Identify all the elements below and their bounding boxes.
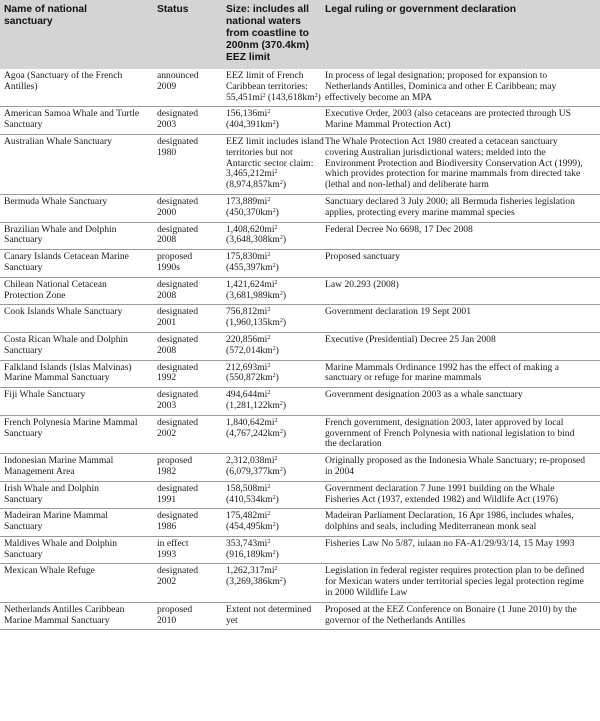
cell-status	[153, 69, 222, 107]
cell-size	[222, 305, 321, 333]
cell-legal	[321, 222, 600, 250]
cell-text-line: $(550,872km^2)$	[226, 372, 279, 384]
cell-text-line: which provides protection for marine mammals from directed take	[325, 168, 581, 180]
table-row	[0, 277, 600, 305]
cell-name	[0, 454, 153, 482]
cell-text-line: 200nm (370.4km)	[226, 40, 309, 51]
cell-text-line: Brazilian Whale and Dolphin	[4, 223, 117, 235]
cell-text-line: $(8,974,857km^2)$	[226, 179, 287, 191]
table-row	[0, 415, 600, 453]
cell-text-line: territories but not	[226, 146, 293, 158]
cell-text-line: Caribbean territories:	[226, 80, 308, 92]
cell-legal	[321, 277, 600, 305]
cell-text-line: Status	[157, 4, 189, 15]
cell-text-line: Management Area	[4, 465, 75, 477]
cell-status	[153, 134, 222, 194]
cell-text-line: Fisheries Act (1937, extended 1982) and Wildlife Act (1976)	[325, 493, 559, 505]
cell-text-line: $(450,370km^2)$	[226, 206, 279, 218]
cell-text-line: for Mexican waters under territorial species legal protection regime	[325, 576, 584, 588]
cell-legal	[321, 509, 600, 537]
cell-text-line: $(572,014km^2)$	[226, 344, 279, 356]
cell-text-line: designated	[157, 108, 199, 120]
cell-text-line: Sanctuary	[4, 119, 43, 131]
cell-text-line: Government declaration 7 June 1991 building on the Whale	[325, 482, 555, 494]
cell-text-line: EEZ limit includes island	[226, 135, 324, 147]
cell-text-line: $156,136mi^2$	[226, 108, 271, 120]
cell-legal	[321, 388, 600, 416]
cell-text-line: 1986	[157, 521, 177, 533]
cell-text-line: Fisheries Law No 5/87, iulaan no FA-A1/29/93/14, 15 May 1993	[325, 537, 575, 549]
cell-status	[153, 454, 222, 482]
cell-text-line: $55,451mi^2$ $(143,618km^2)$	[226, 91, 321, 103]
cell-text-line: Netherlands Antilles Caribbean	[4, 603, 125, 615]
cell-text-line: 2008	[157, 234, 177, 246]
cell-size	[222, 222, 321, 250]
cell-text-line: In process of legal designation; proposed for expansion to	[325, 70, 548, 81]
cell-name	[0, 602, 153, 630]
cell-text-line: Canary Islands Cetacean Marine	[4, 251, 129, 263]
cell-text-line: Size: includes all	[226, 4, 309, 15]
cell-text-line: Proposed sanctuary	[325, 251, 400, 263]
cell-legal	[321, 454, 600, 482]
cell-legal	[321, 305, 600, 333]
cell-text-line: 2003	[157, 399, 177, 411]
cell-text-line: designated	[157, 223, 199, 235]
cell-text-line: $175,482mi^2$	[226, 510, 271, 522]
cell-text-line: designated	[157, 333, 199, 345]
cell-legal	[321, 194, 600, 222]
cell-size	[222, 602, 321, 630]
cell-size	[222, 134, 324, 194]
cell-text-line: Madeiran Parliament Declaration, 16 Apr 1986, includes whales,	[325, 510, 574, 522]
cell-text-line: Fiji Whale Sanctuary	[4, 389, 86, 401]
cell-name	[0, 194, 153, 222]
cell-text-line: $(1,281,122km^2)$	[226, 399, 287, 411]
cell-text-line: $(3,681,989km^2)$	[226, 289, 287, 301]
cell-text-line: proposed	[157, 603, 193, 615]
cell-name	[0, 388, 153, 416]
cell-text-line: French Polynesia Marine Mammal	[4, 416, 138, 428]
cell-text-line: Government designation 2003 as a whale sanctuary	[325, 389, 523, 401]
cell-legal	[321, 481, 600, 509]
cell-name	[0, 107, 153, 135]
cell-text-line: governor of the Netherlands Antilles	[325, 614, 466, 626]
table-row	[0, 194, 600, 222]
cell-text-line: Australian Whale Sanctuary	[4, 135, 112, 147]
cell-size	[222, 250, 321, 278]
cell-size	[222, 107, 321, 135]
cell-text-line: The Whale Protection Act 1980 created a cetacean sanctuary	[325, 135, 558, 147]
cell-text-line: designated	[157, 306, 199, 318]
header-row	[0, 0, 600, 69]
cell-text-line: $1,408,620mi^2$	[226, 223, 278, 235]
cell-text-line: 2008	[157, 344, 177, 356]
cell-text-line: $1,262,317mi^2$	[226, 565, 278, 577]
cell-text-line: 1982	[157, 465, 177, 477]
cell-text-line: Mexican Whale Refuge	[4, 565, 95, 577]
cell-text-line: designated	[157, 389, 199, 401]
cell-text-line: designated	[157, 135, 199, 147]
cell-status	[153, 107, 222, 135]
table-row	[0, 332, 600, 360]
cell-text-line: 2003	[157, 119, 177, 131]
cell-text-line: Costa Rican Whale and Dolphin	[4, 333, 128, 345]
cell-text-line: proposed	[157, 455, 193, 467]
cell-text-line: Federal Decree No 6698, 17 Dec 2008	[325, 223, 473, 235]
cell-name	[0, 222, 153, 250]
cell-name	[0, 134, 153, 194]
table-body	[0, 69, 600, 630]
table-row	[0, 481, 600, 509]
cell-text-line: Sanctuary	[4, 344, 43, 356]
cell-text-line: (lethal and non-lethal) and deliberate harm	[325, 179, 489, 191]
table-row	[0, 305, 600, 333]
cell-text-line: $220,856mi^2$	[226, 333, 271, 345]
cell-text-line: national waters	[226, 16, 301, 27]
cell-text-line: Indonesian Marine Mammal	[4, 455, 114, 467]
cell-status	[153, 332, 222, 360]
cell-text-line: EEZ limit	[226, 52, 271, 63]
cell-text-line: $(455,397km^2)$	[226, 261, 279, 273]
header-status	[153, 0, 222, 69]
cell-text-line: dolphins and seals, including Mediterranean monk seal	[325, 521, 537, 533]
cell-text-line: Irish Whale and Dolphin	[4, 482, 99, 494]
cell-text-line: 2000	[157, 206, 177, 218]
cell-text-line: $173,889mi^2$	[226, 195, 271, 207]
cell-status	[153, 509, 222, 537]
cell-text-line: announced	[157, 70, 199, 81]
cell-status	[153, 194, 222, 222]
table-row	[0, 107, 600, 135]
cell-text-line: 1990s	[157, 261, 180, 273]
cell-text-line: $494,644mi^2$	[226, 389, 271, 401]
cell-name	[0, 509, 153, 537]
cell-text-line: yet	[226, 614, 238, 626]
table-row	[0, 536, 600, 564]
cell-text-line: Cook Islands Whale Sanctuary	[4, 306, 123, 318]
cell-status	[153, 536, 222, 564]
cell-text-line: Marine Mammals Ordinance 1992 has the effect of making a	[325, 361, 559, 373]
cell-text-line: Sanctuary	[4, 521, 43, 533]
cell-text-line: Bermuda Whale Sanctuary	[4, 195, 108, 207]
cell-text-line: $158,508mi^2$	[226, 482, 271, 494]
cell-name	[0, 250, 153, 278]
cell-text-line: designated	[157, 361, 199, 373]
cell-legal	[321, 415, 600, 453]
cell-size	[222, 564, 321, 602]
table-row	[0, 454, 600, 482]
cell-text-line: Extent not determined	[226, 603, 312, 615]
cell-legal	[321, 134, 600, 194]
cell-legal	[321, 250, 600, 278]
table-row	[0, 388, 600, 416]
cell-text-line: $1,421,624mi^2$	[226, 278, 278, 290]
cell-text-line: Marine Mammal Sanctuary	[4, 614, 110, 626]
cell-text-line: designated	[157, 278, 199, 290]
cell-text-line: sanctuary	[4, 16, 53, 27]
cell-text-line: Antilles)	[4, 80, 38, 92]
cell-text-line: Originally proposed as the Indonesia Whale Sanctuary; re-proposed	[325, 455, 586, 467]
cell-text-line: $(454,495km^2)$	[226, 521, 279, 533]
cell-text-line: applies, protecting every marine mammal species	[325, 206, 515, 218]
cell-text-line: $212,693mi^2$	[226, 361, 271, 373]
cell-text-line: Sanctuary	[4, 261, 43, 273]
cell-text-line: Antarctic sector claim:	[226, 157, 314, 169]
cell-legal	[321, 360, 600, 388]
cell-text-line: designated	[157, 195, 199, 207]
table-row	[0, 134, 600, 194]
cell-text-line: $(1,960,135km^2)$	[226, 317, 287, 329]
cell-text-line: $3,465,212mi^2$	[226, 168, 278, 180]
table-header	[0, 0, 600, 69]
cell-name	[0, 415, 153, 453]
cell-text-line: 2010	[157, 614, 177, 626]
header-legal	[321, 0, 600, 69]
cell-text-line: Agoa (Sanctuary of the French	[4, 70, 123, 81]
cell-name	[0, 277, 153, 305]
cell-name	[0, 481, 153, 509]
cell-status	[153, 360, 222, 388]
cell-text-line: $175,830mi^2$	[226, 251, 271, 263]
cell-text-line: Marine Mammal Sanctuary	[4, 372, 110, 384]
cell-text-line: 1992	[157, 372, 177, 384]
table-row	[0, 250, 600, 278]
cell-text-line: designated	[157, 565, 199, 577]
cell-text-line: Chilean National Cetacean	[4, 278, 107, 290]
cell-text-line: 2002	[157, 576, 177, 588]
cell-text-line: $(410,534km^2)$	[226, 493, 279, 505]
cell-text-line: French government, designation 2003, later approved by local	[325, 416, 564, 428]
cell-size	[222, 332, 321, 360]
cell-text-line: government of French Polynesia with national legislation to bind	[325, 427, 575, 439]
cell-name	[0, 536, 153, 564]
table-row	[0, 509, 600, 537]
cell-text-line: Madeiran Marine Mammal	[4, 510, 108, 522]
cell-status	[153, 222, 222, 250]
cell-text-line: in 2004	[325, 465, 355, 477]
cell-name	[0, 332, 153, 360]
cell-size	[222, 388, 321, 416]
cell-legal	[321, 536, 600, 564]
cell-size	[222, 536, 321, 564]
cell-text-line: $(916,189km^2)$	[226, 548, 279, 560]
cell-size	[222, 415, 321, 453]
cell-status	[153, 481, 222, 509]
cell-text-line: Legislation in federal register requires protection plan to be defined	[325, 565, 585, 577]
cell-text-line: 1993	[157, 548, 177, 560]
cell-text-line: effectively become an MPA	[325, 91, 432, 103]
cell-size	[222, 69, 321, 107]
cell-size	[222, 509, 321, 537]
cell-text-line: $(3,648,308km^2)$	[226, 234, 287, 246]
cell-size	[222, 360, 321, 388]
cell-text-line: 1991	[157, 493, 177, 505]
cell-text-line: $(4,767,242km^2)$	[226, 427, 287, 439]
header-size	[222, 0, 321, 69]
cell-status	[153, 415, 222, 453]
cell-text-line: 2009	[157, 80, 177, 92]
cell-text-line: Maldives Whale and Dolphin	[4, 537, 118, 549]
cell-legal	[321, 332, 600, 360]
cell-text-line: 2008	[157, 289, 177, 301]
cell-text-line: Protection Zone	[4, 289, 66, 301]
cell-size	[222, 481, 321, 509]
cell-text-line: $(6,079,377km^2)$	[226, 465, 287, 477]
cell-text-line: Sanctuary declared 3 July 2000; all Bermuda fisheries legislation	[325, 195, 575, 207]
cell-text-line: $(404,391km^2)$	[226, 119, 279, 131]
cell-name	[0, 305, 153, 333]
cell-text-line: Sanctuary	[4, 493, 43, 505]
cell-text-line: Government declaration 19 Sept 2001	[325, 306, 472, 318]
cell-text-line: covering Australian jurisdictional waters; melded into the	[325, 146, 546, 158]
cell-text-line: $2,312,038mi^2$	[226, 455, 278, 467]
cell-legal	[321, 602, 600, 630]
cell-name	[0, 360, 153, 388]
table-row	[0, 222, 600, 250]
cell-text-line: Sanctuary	[4, 427, 43, 439]
cell-text-line: American Samoa Whale and Turtle	[4, 108, 140, 120]
cell-legal	[321, 69, 600, 107]
cell-size	[222, 454, 321, 482]
cell-text-line: Netherlands Antilles, Dominica and other E Caribbean; may	[325, 80, 557, 92]
cell-text-line: $1,840,642mi^2$	[226, 416, 278, 428]
cell-text-line: Legal ruling or government declaration	[325, 4, 517, 15]
cell-status	[153, 602, 222, 630]
cell-legal	[321, 107, 600, 135]
table-row	[0, 69, 600, 107]
cell-text-line: 2001	[157, 317, 177, 329]
cell-text-line: in effect	[157, 537, 189, 549]
cell-text-line: 2002	[157, 427, 177, 439]
cell-text-line: sanctuary or refuge for marine mammals	[325, 372, 482, 384]
cell-text-line: Proposed at the EEZ Conference on Bonaire (1 June 2010) by the	[325, 603, 577, 615]
cell-legal	[321, 564, 600, 602]
table-row	[0, 602, 600, 630]
cell-text-line: from coastline to	[226, 28, 309, 39]
cell-size	[222, 277, 321, 305]
cell-text-line: designated	[157, 482, 199, 494]
cell-text-line: the declaration	[325, 438, 382, 450]
cell-status	[153, 305, 222, 333]
cell-status	[153, 250, 222, 278]
cell-text-line: $353,743mi^2$	[226, 537, 271, 549]
cell-text-line: EEZ limit of French	[226, 70, 304, 81]
table-row	[0, 564, 600, 602]
cell-text-line: designated	[157, 416, 199, 428]
cell-text-line: Law 20.293 (2008)	[325, 278, 399, 290]
cell-name	[0, 564, 153, 602]
cell-text-line: designated	[157, 510, 199, 522]
table-row	[0, 360, 600, 388]
cell-text-line: $756,812mi^2$	[226, 306, 271, 318]
cell-text-line: Executive Order, 2003 (also cetaceans are protected through US	[325, 108, 572, 120]
cell-status	[153, 564, 222, 602]
cell-name	[0, 69, 153, 107]
cell-text-line: $(3,269,386km^2)$	[226, 576, 287, 588]
cell-text-line: Sanctuary	[4, 234, 43, 246]
cell-text-line: Falkland Islands (Islas Malvinas)	[4, 361, 132, 373]
cell-text-line: Executive (Presidential) Decree 25 Jan 2008	[325, 333, 496, 345]
cell-text-line: 1980	[157, 146, 177, 158]
cell-size	[222, 194, 321, 222]
cell-text-line: Sanctuary	[4, 548, 43, 560]
cell-text-line: Environment Protection and Biodiversity Conservation Act (1999),	[325, 157, 583, 169]
cell-status	[153, 277, 222, 305]
header-name	[0, 0, 153, 69]
cell-text-line: proposed	[157, 251, 193, 263]
cell-text-line: in 2000 Wildlife Law	[325, 587, 408, 599]
cell-text-line: Marine Mammal Protection Act)	[325, 119, 451, 131]
cell-status	[153, 388, 222, 416]
cell-text-line: Name of national	[4, 4, 87, 15]
